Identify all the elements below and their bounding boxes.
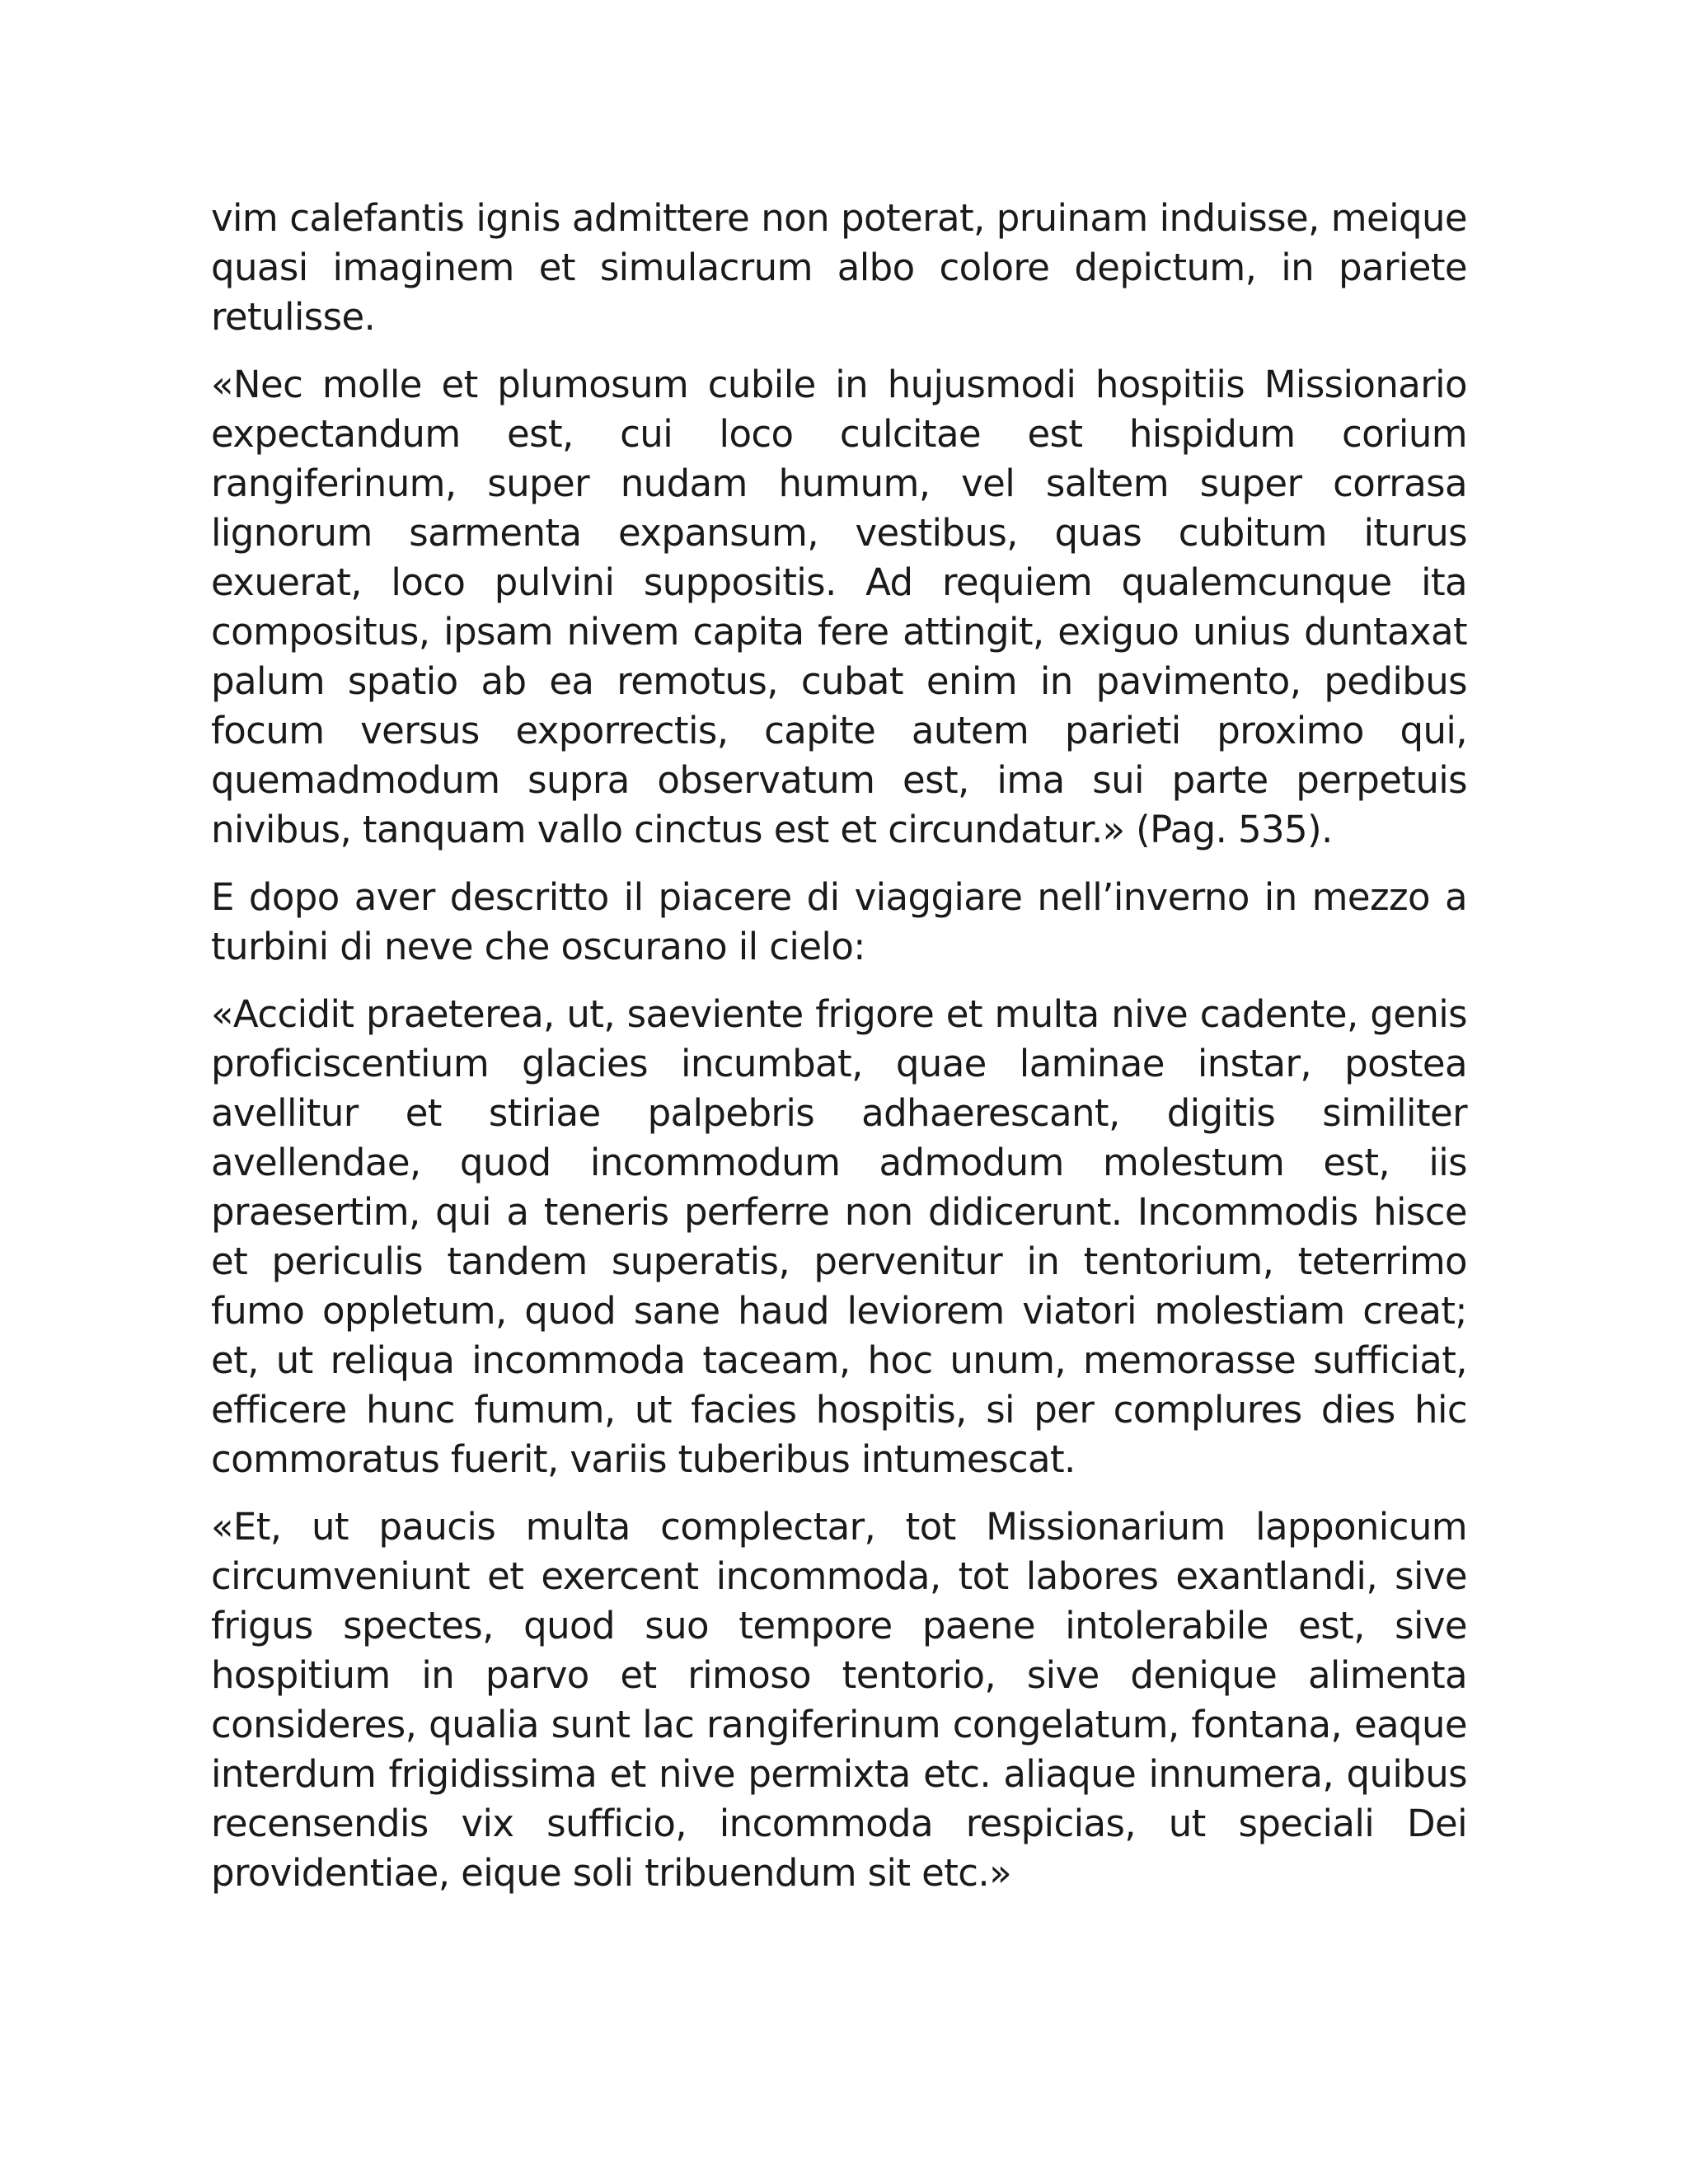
paragraph-italian-intro: E dopo aver descritto il piacere di viaggiare nell’inverno in mezzo a turbini di neve che oscurano il cielo: xyxy=(211,875,1467,968)
paragraph-quote-accidit: «Accidit praeterea, ut, saeviente frigore et multa nive cadente, genis proficiscentium glacies incumbat, quae laminae instar, postea avellitur et stiriae palpebris adhaerescant, digitis similiter avellendae, quod incommodum admodum molestum est, iis praesertim, qui a teneris perferre non didicerunt. Incommodis hisce et periculis tandem superatis, pervenitur in tentorium, teterrimo fumo oppletum, quod sane haud leviorem viatori molestiam creat; et, ut reliqua incommoda taceam, hoc unum, memorasse sufficiat, efficere hunc fumum, ut facies hospitis, si per complures dies hic commoratus fuerit, variis tuberibus intumescat. xyxy=(211,992,1467,1481)
document-page xyxy=(211,194,1467,1916)
paragraph-quote-cubile: «Nec molle et plumosum cubile in hujusmodi hospitiis Missionario expectandum est, cui loco culcitae est hispidum corium rangiferinum, super nudam humum, vel saltem super corrasa lignorum sarmenta expansum, vestibus, quas cubitum iturus exuerat, loco pulvini suppositis. Ad requiem qualemcunque ita compositus, ipsam nivem capita fere attingit, exiguo unius duntaxat palum spatio ab ea remotus, cubat enim in pavimento, pedibus focum versus exporrectis, capite autem parieti proximo qui, quemadmodum supra observatum est, ima sui parte perpetuis nivibus, tanquam vallo cinctus est et circundatur.» (Pag. 535). xyxy=(211,363,1467,851)
paragraph-continuation: vim calefantis ignis admittere non poterat, pruinam induisse, meique quasi imaginem et simulacrum albo colore depictum, in pariete retulisse. xyxy=(211,196,1467,339)
paragraph-quote-et-ut: «Et, ut paucis multa complectar, tot Missionarium lapponicum circumveniunt et exercent incommoda, tot labores exantlandi, sive frigus spectes, quod suo tempore paene intolerabile est, sive hospitium in parvo et rimoso tentorio, sive denique alimenta consideres, qualia sunt lac rangiferinum congelatum, fontana, eaque interdum frigidissima et nive permixta etc. aliaque innumera, quibus recensendis vix sufficio, incommoda respicias, ut speciali Dei providentiae, eique soli tribuendum sit etc.» xyxy=(211,1505,1467,1895)
